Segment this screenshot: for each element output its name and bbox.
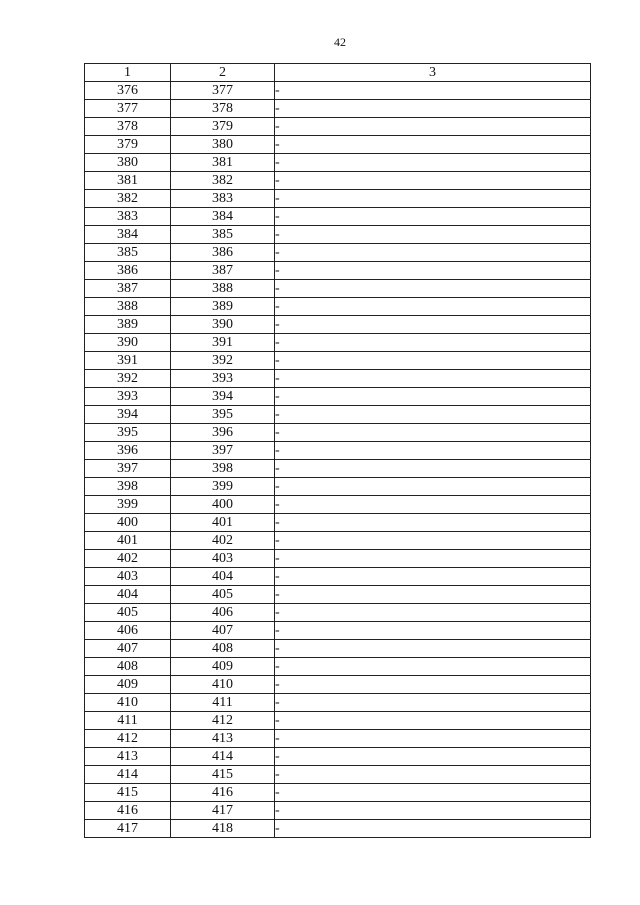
table-cell-col-3: - xyxy=(275,514,591,532)
table-cell-col-1: 387 xyxy=(85,280,171,298)
table-cell-col-3: - xyxy=(275,622,591,640)
table-cell-col-2: 417 xyxy=(171,802,275,820)
table-cell-col-3: - xyxy=(275,496,591,514)
table-cell-col-3: - xyxy=(275,694,591,712)
table-cell-col-1: 388 xyxy=(85,298,171,316)
table-row xyxy=(85,262,591,280)
table-row xyxy=(85,478,591,496)
table-row xyxy=(85,694,591,712)
table-cell-col-3: - xyxy=(275,334,591,352)
table-row xyxy=(85,820,591,838)
table-cell-col-3: - xyxy=(275,154,591,172)
table-cell-col-1: 393 xyxy=(85,388,171,406)
data-table xyxy=(84,63,591,838)
table-cell-col-2: 401 xyxy=(171,514,275,532)
table-cell-col-2: 383 xyxy=(171,190,275,208)
table-cell-col-1: 416 xyxy=(85,802,171,820)
table-row xyxy=(85,640,591,658)
table-row xyxy=(85,406,591,424)
table-cell-col-1: 392 xyxy=(85,370,171,388)
table-cell-col-3: - xyxy=(275,676,591,694)
table-cell-col-2: 384 xyxy=(171,208,275,226)
table-row xyxy=(85,316,591,334)
table-row xyxy=(85,604,591,622)
table-row xyxy=(85,676,591,694)
table-cell-col-3: - xyxy=(275,298,591,316)
table-row xyxy=(85,118,591,136)
table-cell-col-1: 385 xyxy=(85,244,171,262)
table-cell-col-3: - xyxy=(275,460,591,478)
table-cell-col-3: - xyxy=(275,136,591,154)
table-cell-col-1: 400 xyxy=(85,514,171,532)
table-cell-col-2: 397 xyxy=(171,442,275,460)
table-cell-col-1: 398 xyxy=(85,478,171,496)
table-row xyxy=(85,190,591,208)
table-row xyxy=(85,244,591,262)
table-cell-col-2: 394 xyxy=(171,388,275,406)
table-cell-col-1: 413 xyxy=(85,748,171,766)
table-header xyxy=(85,64,591,82)
table-row xyxy=(85,208,591,226)
table-cell-col-2: 398 xyxy=(171,460,275,478)
table-cell-col-1: 404 xyxy=(85,586,171,604)
table-cell-col-1: 417 xyxy=(85,820,171,838)
table-cell-col-3: - xyxy=(275,442,591,460)
table-cell-col-3: - xyxy=(275,208,591,226)
table-cell-col-3: - xyxy=(275,352,591,370)
table-row xyxy=(85,802,591,820)
table-cell-col-1: 396 xyxy=(85,442,171,460)
table-cell-col-2: 379 xyxy=(171,118,275,136)
table-row xyxy=(85,370,591,388)
table-cell-col-2: 387 xyxy=(171,262,275,280)
table-cell-col-3: - xyxy=(275,190,591,208)
table-cell-col-2: 408 xyxy=(171,640,275,658)
table-cell-col-1: 397 xyxy=(85,460,171,478)
table-cell-col-1: 382 xyxy=(85,190,171,208)
table-row xyxy=(85,766,591,784)
table-cell-col-3: - xyxy=(275,280,591,298)
table-cell-col-2: 377 xyxy=(171,82,275,100)
table-cell-col-1: 405 xyxy=(85,604,171,622)
table-row xyxy=(85,568,591,586)
page-number: 42 xyxy=(334,35,346,49)
table-cell-col-3: - xyxy=(275,406,591,424)
table-cell-col-3: - xyxy=(275,172,591,190)
table-cell-col-3: - xyxy=(275,640,591,658)
table-cell-col-2: 413 xyxy=(171,730,275,748)
table-cell-col-2: 405 xyxy=(171,586,275,604)
table-cell-col-2: 409 xyxy=(171,658,275,676)
table-cell-col-3: - xyxy=(275,370,591,388)
table-cell-col-1: 412 xyxy=(85,730,171,748)
table-cell-col-1: 401 xyxy=(85,532,171,550)
table-cell-col-3: - xyxy=(275,712,591,730)
table-cell-col-1: 406 xyxy=(85,622,171,640)
table-row xyxy=(85,352,591,370)
table-cell-col-3: - xyxy=(275,766,591,784)
table-cell-col-1: 384 xyxy=(85,226,171,244)
table-row xyxy=(85,712,591,730)
table-cell-col-2: 378 xyxy=(171,100,275,118)
table-row xyxy=(85,136,591,154)
table-cell-col-1: 411 xyxy=(85,712,171,730)
table-row xyxy=(85,82,591,100)
table-row xyxy=(85,514,591,532)
table-cell-col-1: 402 xyxy=(85,550,171,568)
table-cell-col-1: 391 xyxy=(85,352,171,370)
table-cell-col-2: 381 xyxy=(171,154,275,172)
table-cell-col-1: 410 xyxy=(85,694,171,712)
table-cell-col-1: 381 xyxy=(85,172,171,190)
table-row xyxy=(85,748,591,766)
table-cell-col-2: 399 xyxy=(171,478,275,496)
table-cell-col-1: 403 xyxy=(85,568,171,586)
table-cell-col-1: 409 xyxy=(85,676,171,694)
table-cell-col-3: - xyxy=(275,802,591,820)
table-cell-col-3: - xyxy=(275,244,591,262)
table-cell-col-3: - xyxy=(275,748,591,766)
table-cell-col-3: - xyxy=(275,316,591,334)
table-cell-col-3: - xyxy=(275,820,591,838)
table-cell-col-1: 407 xyxy=(85,640,171,658)
table-row xyxy=(85,496,591,514)
table-cell-col-2: 391 xyxy=(171,334,275,352)
table-cell-col-2: 404 xyxy=(171,568,275,586)
table-cell-col-3: - xyxy=(275,82,591,100)
table-row xyxy=(85,586,591,604)
table-cell-col-3: - xyxy=(275,100,591,118)
column-header-1: 1 xyxy=(85,64,171,82)
table-row xyxy=(85,532,591,550)
table-body xyxy=(85,82,591,838)
table-cell-col-3: - xyxy=(275,658,591,676)
table-row xyxy=(85,100,591,118)
table-row xyxy=(85,424,591,442)
table-cell-col-1: 377 xyxy=(85,100,171,118)
table-cell-col-3: - xyxy=(275,424,591,442)
table-cell-col-2: 412 xyxy=(171,712,275,730)
table-row xyxy=(85,226,591,244)
table-cell-col-3: - xyxy=(275,532,591,550)
table-cell-col-1: 389 xyxy=(85,316,171,334)
table-cell-col-2: 390 xyxy=(171,316,275,334)
table-row xyxy=(85,280,591,298)
table-cell-col-1: 395 xyxy=(85,424,171,442)
table-cell-col-1: 415 xyxy=(85,784,171,802)
table-row xyxy=(85,442,591,460)
table-cell-col-1: 376 xyxy=(85,82,171,100)
table-cell-col-2: 393 xyxy=(171,370,275,388)
table-row xyxy=(85,550,591,568)
table-cell-col-3: - xyxy=(275,586,591,604)
table-cell-col-2: 415 xyxy=(171,766,275,784)
table-cell-col-2: 388 xyxy=(171,280,275,298)
table-cell-col-1: 390 xyxy=(85,334,171,352)
table-cell-col-2: 416 xyxy=(171,784,275,802)
table-cell-col-1: 399 xyxy=(85,496,171,514)
table-cell-col-2: 411 xyxy=(171,694,275,712)
table-cell-col-2: 386 xyxy=(171,244,275,262)
table-cell-col-2: 407 xyxy=(171,622,275,640)
table-cell-col-2: 392 xyxy=(171,352,275,370)
table-cell-col-2: 385 xyxy=(171,226,275,244)
table-cell-col-1: 386 xyxy=(85,262,171,280)
table-cell-col-2: 400 xyxy=(171,496,275,514)
header-row xyxy=(85,64,591,82)
table-cell-col-2: 402 xyxy=(171,532,275,550)
table-cell-col-1: 394 xyxy=(85,406,171,424)
table-cell-col-2: 395 xyxy=(171,406,275,424)
table-cell-col-3: - xyxy=(275,478,591,496)
table-row xyxy=(85,172,591,190)
table-cell-col-3: - xyxy=(275,262,591,280)
table-cell-col-3: - xyxy=(275,730,591,748)
table-row xyxy=(85,730,591,748)
table-cell-col-2: 396 xyxy=(171,424,275,442)
table-row xyxy=(85,388,591,406)
table-cell-col-2: 406 xyxy=(171,604,275,622)
table-row xyxy=(85,334,591,352)
table-cell-col-2: 418 xyxy=(171,820,275,838)
table-cell-col-1: 383 xyxy=(85,208,171,226)
table-cell-col-1: 408 xyxy=(85,658,171,676)
table-cell-col-1: 414 xyxy=(85,766,171,784)
table-row xyxy=(85,784,591,802)
table-cell-col-3: - xyxy=(275,118,591,136)
table-cell-col-3: - xyxy=(275,226,591,244)
table-cell-col-2: 403 xyxy=(171,550,275,568)
table-cell-col-3: - xyxy=(275,550,591,568)
table-cell-col-1: 379 xyxy=(85,136,171,154)
table-cell-col-2: 380 xyxy=(171,136,275,154)
table-cell-col-1: 378 xyxy=(85,118,171,136)
table-cell-col-2: 410 xyxy=(171,676,275,694)
table-row xyxy=(85,298,591,316)
column-header-2: 2 xyxy=(171,64,275,82)
table-cell-col-2: 414 xyxy=(171,748,275,766)
table-row xyxy=(85,658,591,676)
table-row xyxy=(85,154,591,172)
column-header-3: 3 xyxy=(275,64,591,82)
table-row xyxy=(85,460,591,478)
table-row xyxy=(85,622,591,640)
table-cell-col-3: - xyxy=(275,388,591,406)
table-cell-col-2: 389 xyxy=(171,298,275,316)
table-cell-col-3: - xyxy=(275,604,591,622)
table-cell-col-3: - xyxy=(275,568,591,586)
table-cell-col-3: - xyxy=(275,784,591,802)
table-cell-col-1: 380 xyxy=(85,154,171,172)
table-cell-col-2: 382 xyxy=(171,172,275,190)
